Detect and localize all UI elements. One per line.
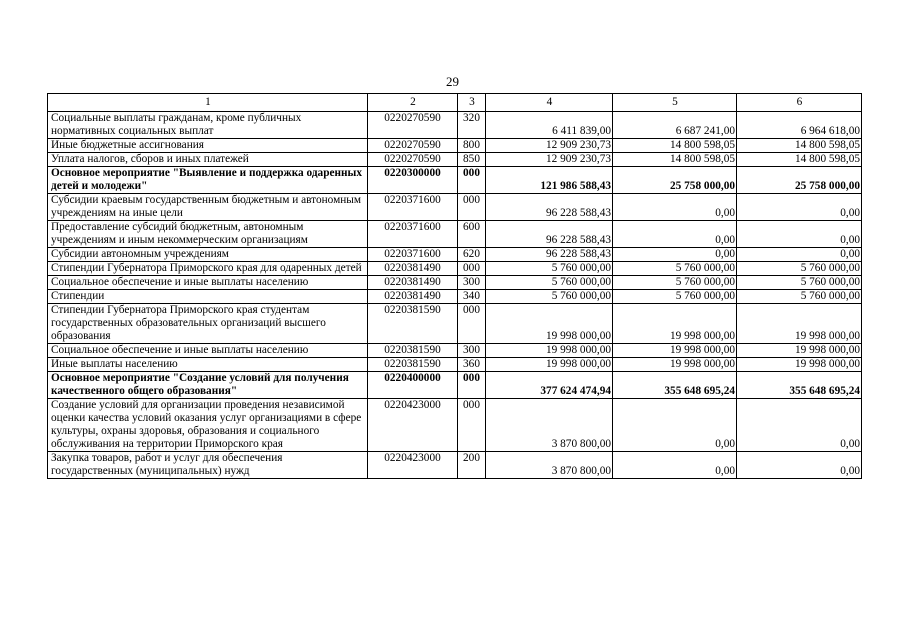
row-value-2021-cell: 0,00: [613, 399, 737, 452]
row-code-cell: 0220381490: [368, 276, 458, 290]
row-value-2020-cell: 5 760 000,00: [486, 276, 613, 290]
row-value-2020-cell: 6 411 839,00: [486, 112, 613, 139]
row-value-2022-cell: 19 998 000,00: [737, 344, 862, 358]
row-value-2020-cell: 5 760 000,00: [486, 290, 613, 304]
row-value-2022-cell: 14 800 598,05: [737, 153, 862, 167]
row-code-cell: 0220270590: [368, 112, 458, 139]
row-kvr-cell: 850: [458, 153, 486, 167]
row-value-2022-cell: 19 998 000,00: [737, 358, 862, 372]
row-kvr-cell: 360: [458, 358, 486, 372]
row-value-2020-cell: 121 986 588,43: [486, 167, 613, 194]
table-row: [48, 358, 862, 372]
row-kvr-cell: 000: [458, 399, 486, 452]
row-value-2021-cell: 0,00: [613, 221, 737, 248]
row-value-2020-cell: 12 909 230,73: [486, 153, 613, 167]
row-value-2021-cell: 5 760 000,00: [613, 276, 737, 290]
table-row: [48, 248, 862, 262]
row-code-cell: 0220270590: [368, 139, 458, 153]
row-value-2021-cell: 0,00: [613, 194, 737, 221]
row-value-2021-cell: 5 760 000,00: [613, 290, 737, 304]
row-name-cell: Субсидии автономным учреждениям: [48, 248, 368, 262]
row-value-2022-cell: 0,00: [737, 248, 862, 262]
row-code-cell: 0220381490: [368, 262, 458, 276]
table-row: [48, 221, 862, 248]
row-name-cell: Создание условий для организации проведения независимой оценки качества условий оказания услуг организациями в сфере культуры, охраны здоровья, образования и социального обслуживания на территории Приморского края: [48, 399, 368, 452]
row-name-cell: Социальное обеспечение и иные выплаты населению: [48, 344, 368, 358]
row-kvr-cell: 000: [458, 304, 486, 344]
row-value-2020-cell: 3 870 800,00: [486, 399, 613, 452]
column-header: 3: [458, 94, 486, 112]
row-value-2022-cell: 6 964 618,00: [737, 112, 862, 139]
row-value-2021-cell: 6 687 241,00: [613, 112, 737, 139]
row-name-cell: Субсидии краевым государственным бюджетным и автономным учреждениям на иные цели: [48, 194, 368, 221]
row-value-2021-cell: 0,00: [613, 452, 737, 479]
row-value-2022-cell: 14 800 598,05: [737, 139, 862, 153]
row-value-2020-cell: 96 228 588,43: [486, 248, 613, 262]
row-code-cell: 0220381490: [368, 290, 458, 304]
row-name-cell: Иные бюджетные ассигнования: [48, 139, 368, 153]
column-header: 1: [48, 94, 368, 112]
table-row: [48, 276, 862, 290]
row-kvr-cell: 300: [458, 344, 486, 358]
row-value-2022-cell: 0,00: [737, 221, 862, 248]
row-value-2020-cell: 377 624 474,94: [486, 372, 613, 399]
row-value-2020-cell: 19 998 000,00: [486, 344, 613, 358]
row-value-2021-cell: 19 998 000,00: [613, 344, 737, 358]
row-value-2020-cell: 5 760 000,00: [486, 262, 613, 276]
row-value-2022-cell: 25 758 000,00: [737, 167, 862, 194]
row-name-cell: Основное мероприятие "Создание условий для получения качественного общего образования": [48, 372, 368, 399]
row-code-cell: 0220270590: [368, 153, 458, 167]
row-kvr-cell: 000: [458, 372, 486, 399]
row-value-2022-cell: 19 998 000,00: [737, 304, 862, 344]
table-row: [48, 372, 862, 399]
column-header: 5: [613, 94, 737, 112]
row-kvr-cell: 200: [458, 452, 486, 479]
table-row: [48, 290, 862, 304]
row-value-2021-cell: 25 758 000,00: [613, 167, 737, 194]
row-name-cell: Уплата налогов, сборов и иных платежей: [48, 153, 368, 167]
row-code-cell: 0220371600: [368, 248, 458, 262]
row-code-cell: 0220300000: [368, 167, 458, 194]
column-header: 6: [737, 94, 862, 112]
row-value-2021-cell: 5 760 000,00: [613, 262, 737, 276]
row-kvr-cell: 620: [458, 248, 486, 262]
row-value-2020-cell: 19 998 000,00: [486, 304, 613, 344]
row-name-cell: Стипендии: [48, 290, 368, 304]
table-row: [48, 262, 862, 276]
row-value-2021-cell: 19 998 000,00: [613, 304, 737, 344]
row-value-2022-cell: 5 760 000,00: [737, 276, 862, 290]
row-code-cell: 0220423000: [368, 452, 458, 479]
row-value-2022-cell: 0,00: [737, 194, 862, 221]
row-value-2021-cell: 355 648 695,24: [613, 372, 737, 399]
budget-table: [47, 93, 862, 479]
row-name-cell: Социальное обеспечение и иные выплаты населению: [48, 276, 368, 290]
table-row: [48, 344, 862, 358]
row-value-2022-cell: 5 760 000,00: [737, 262, 862, 276]
page-number: 29: [446, 74, 459, 89]
row-kvr-cell: 800: [458, 139, 486, 153]
row-value-2021-cell: 0,00: [613, 248, 737, 262]
row-code-cell: 0220400000: [368, 372, 458, 399]
column-header: 4: [486, 94, 613, 112]
table-row: [48, 399, 862, 452]
row-name-cell: Предоставление субсидий бюджетным, автономным учреждениям и иным некоммерческим организациям: [48, 221, 368, 248]
row-value-2021-cell: 19 998 000,00: [613, 358, 737, 372]
row-value-2022-cell: 0,00: [737, 399, 862, 452]
row-name-cell: Стипендии Губернатора Приморского края студентам государственных образовательных организаций высшего образования: [48, 304, 368, 344]
row-kvr-cell: 320: [458, 112, 486, 139]
table-row: [48, 112, 862, 139]
row-kvr-cell: 000: [458, 194, 486, 221]
row-value-2020-cell: 96 228 588,43: [486, 221, 613, 248]
table-header-row: [48, 94, 862, 112]
table-row: [48, 452, 862, 479]
row-kvr-cell: 000: [458, 262, 486, 276]
row-code-cell: 0220371600: [368, 221, 458, 248]
row-value-2021-cell: 14 800 598,05: [613, 153, 737, 167]
table-row: [48, 153, 862, 167]
row-code-cell: 0220381590: [368, 358, 458, 372]
row-kvr-cell: 340: [458, 290, 486, 304]
row-kvr-cell: 600: [458, 221, 486, 248]
row-name-cell: Иные выплаты населению: [48, 358, 368, 372]
row-code-cell: 0220423000: [368, 399, 458, 452]
row-value-2020-cell: 12 909 230,73: [486, 139, 613, 153]
table-row: [48, 167, 862, 194]
row-value-2020-cell: 96 228 588,43: [486, 194, 613, 221]
table-row: [48, 194, 862, 221]
row-code-cell: 0220371600: [368, 194, 458, 221]
row-kvr-cell: 300: [458, 276, 486, 290]
row-name-cell: Социальные выплаты гражданам, кроме публичных нормативных социальных выплат: [48, 112, 368, 139]
row-value-2020-cell: 3 870 800,00: [486, 452, 613, 479]
row-name-cell: Закупка товаров, работ и услуг для обеспечения государственных (муниципальных) нужд: [48, 452, 368, 479]
column-header: 2: [368, 94, 458, 112]
row-value-2020-cell: 19 998 000,00: [486, 358, 613, 372]
table-row: [48, 304, 862, 344]
row-name-cell: Стипендии Губернатора Приморского края для одаренных детей: [48, 262, 368, 276]
row-kvr-cell: 000: [458, 167, 486, 194]
row-name-cell: Основное мероприятие "Выявление и поддержка одаренных детей и молодежи": [48, 167, 368, 194]
row-value-2022-cell: 5 760 000,00: [737, 290, 862, 304]
row-value-2021-cell: 14 800 598,05: [613, 139, 737, 153]
row-value-2022-cell: 355 648 695,24: [737, 372, 862, 399]
table-row: [48, 139, 862, 153]
row-code-cell: 0220381590: [368, 344, 458, 358]
row-code-cell: 0220381590: [368, 304, 458, 344]
row-value-2022-cell: 0,00: [737, 452, 862, 479]
